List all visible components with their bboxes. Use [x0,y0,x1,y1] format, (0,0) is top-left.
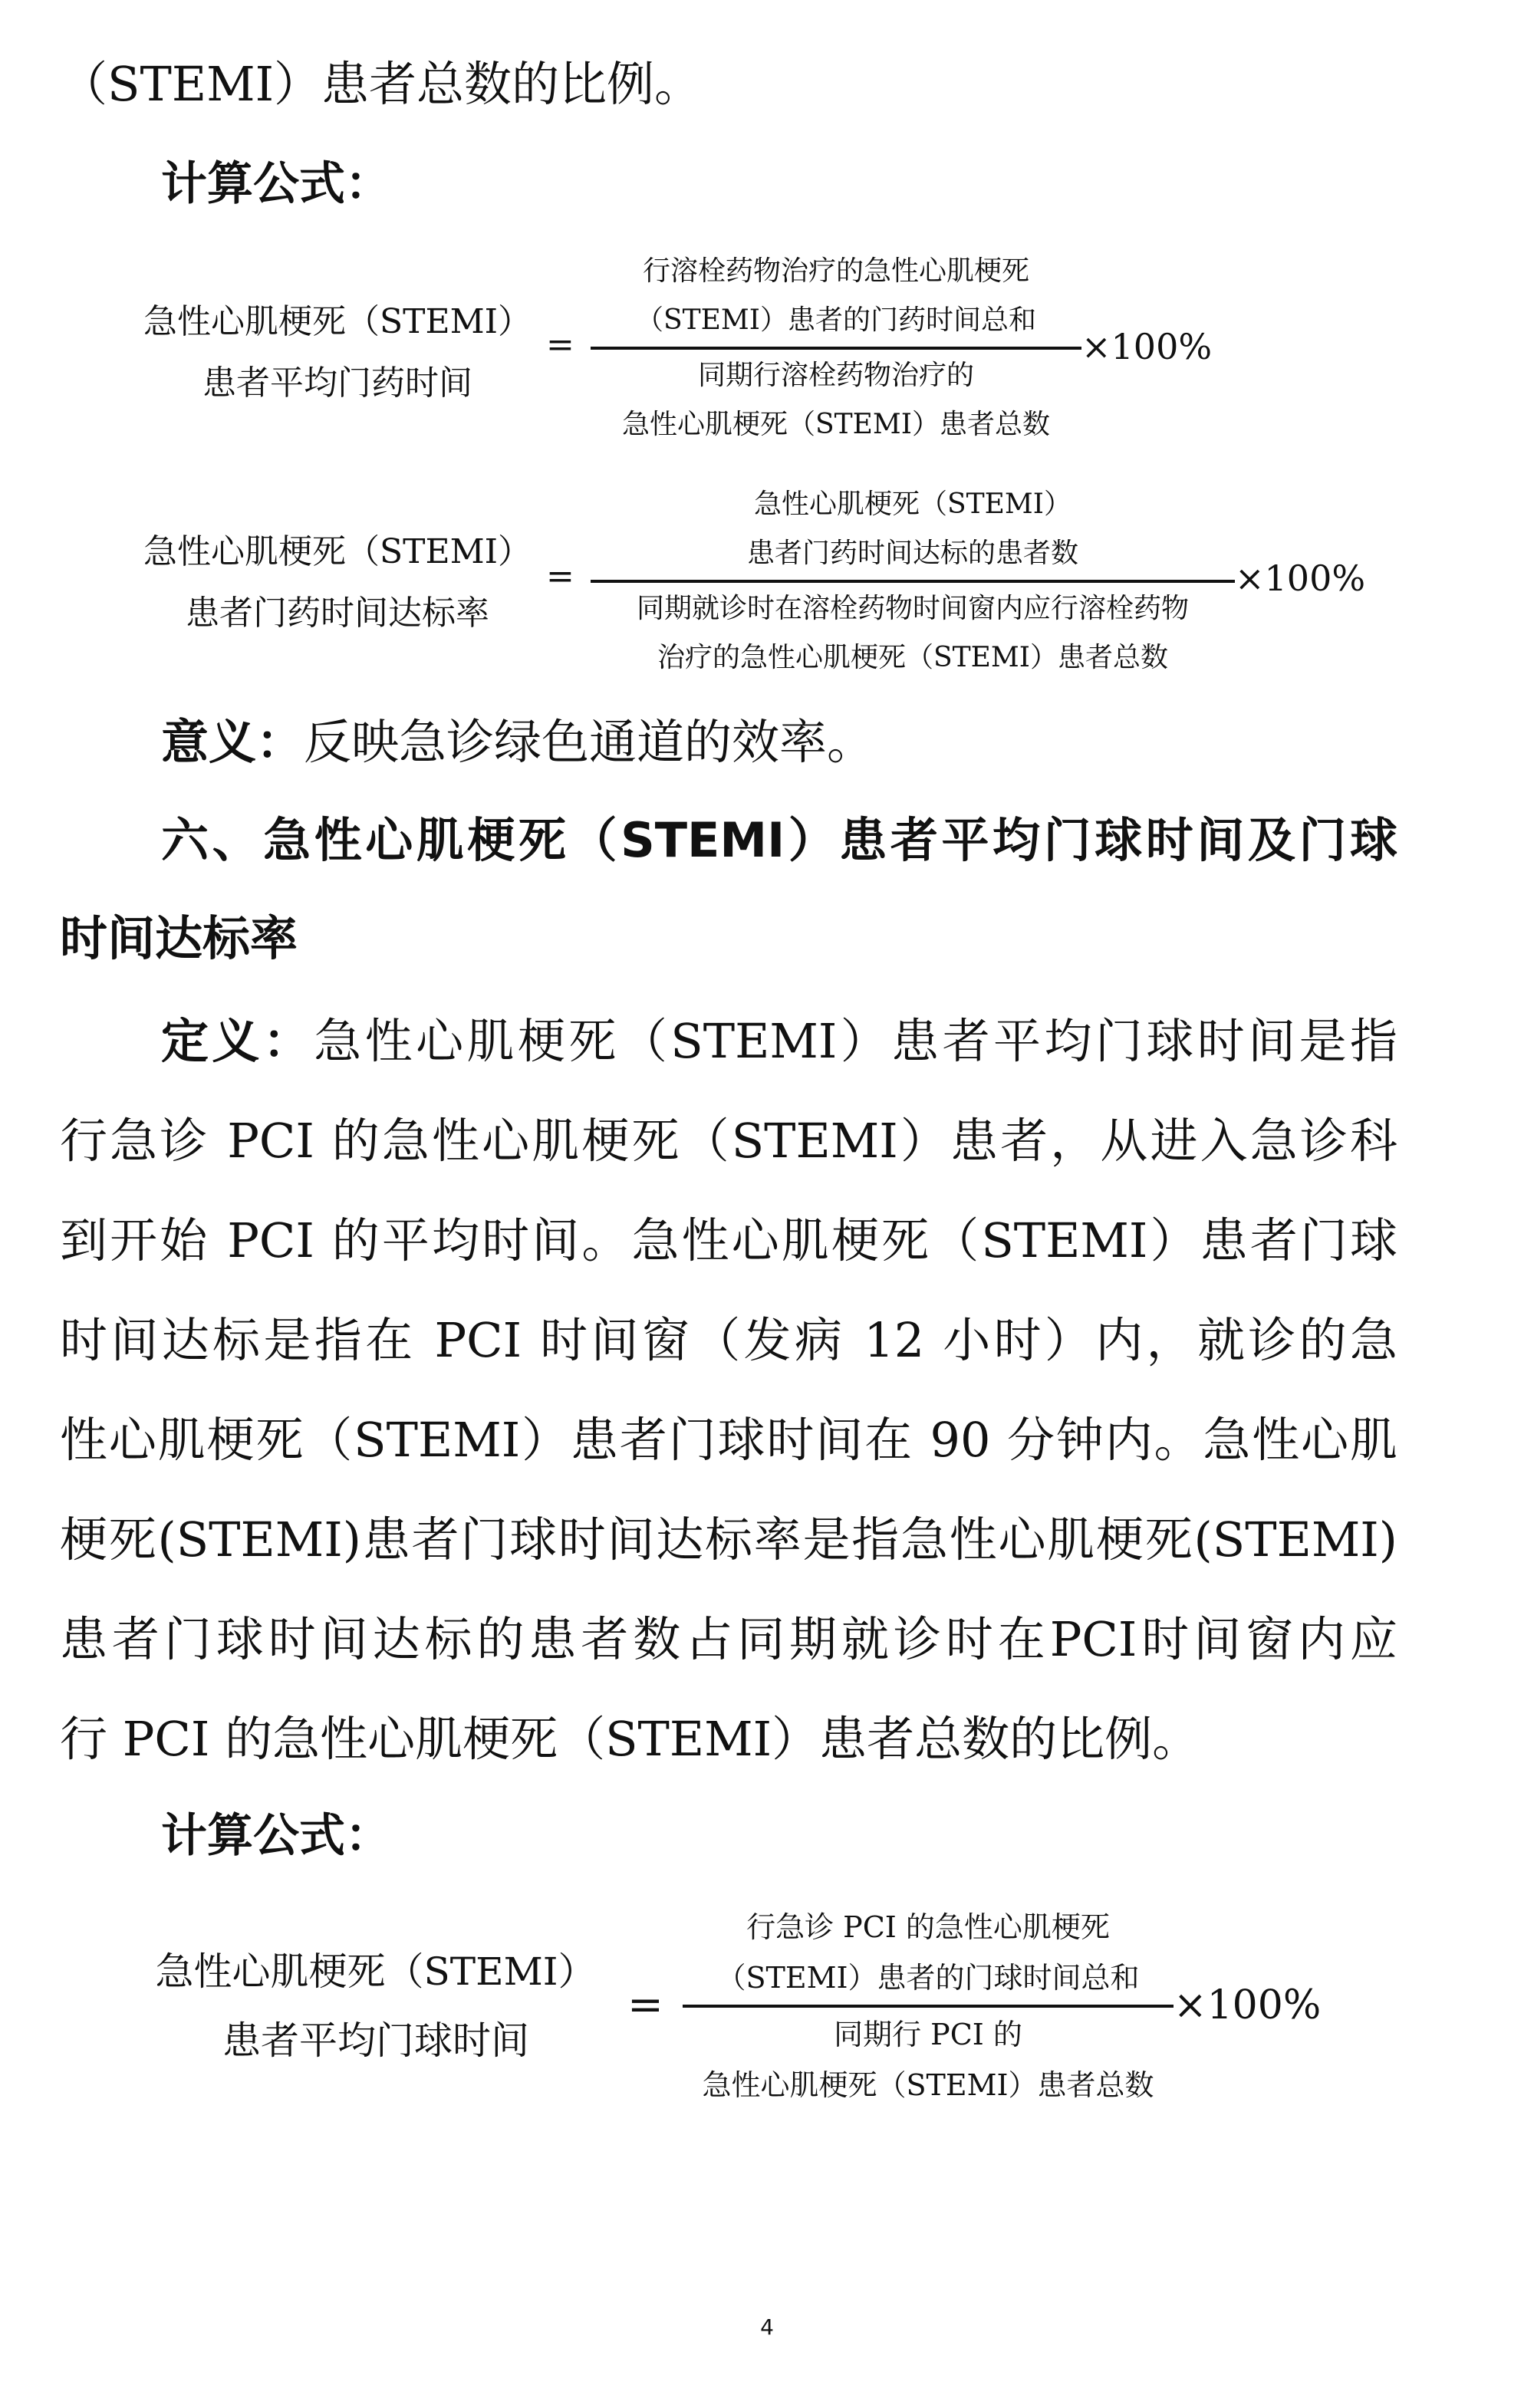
numerator-line: 行急诊 PCI 的急性心肌梗死 [746,1910,1110,1944]
definition-line: 行急诊 PCI 的急性心肌梗死（STEMI）患者，从进入急诊科 [60,1113,1397,1169]
denominator-line: 治疗的急性心肌梗死（STEMI）患者总数 [657,642,1169,673]
numerator-line: （STEMI）患者的门药时间总和 [635,304,1037,336]
definition-label: 定义： [161,1013,314,1069]
definition-line: 梗死(STEMI)患者门球时间达标率是指急性心肌梗死(STEMI) [60,1512,1397,1568]
definition-line: 时间达标是指在 PCI 时间窗（发病 12 小时）内，就诊的急 [60,1312,1397,1368]
meaning-paragraph [161,712,1397,773]
denominator-line: 同期行溶栓药物治疗的 [697,360,974,391]
denominator-line: 同期就诊时在溶栓药物时间窗内应行溶栓药物 [636,593,1189,624]
definition-line: 到开始 PCI 的平均时间。急性心肌梗死（STEMI）患者门球 [60,1212,1397,1268]
numerator-line: 患者门药时间达标的患者数 [746,538,1078,569]
meaning-text: 反映急诊绿色通道的效率。 [304,714,875,770]
definition-first-line [161,1011,1397,1072]
formula-left-side [138,1937,614,2075]
formula-left-line: 急性心肌梗死（STEMI） [155,1949,597,1994]
definition-text: 急性心肌梗死（STEMI）患者平均门球时间是指 [314,1013,1397,1069]
percent-multiplier: ×100% [1174,1982,1322,2028]
numerator-line: 急性心肌梗死（STEMI） [753,489,1072,520]
percent-multiplier: ×100% [1081,326,1213,367]
fraction-bar [683,2005,1174,2008]
formula-fraction [683,1902,1174,2110]
definition-line: 患者门球时间达标的患者数占同期就诊时在PCI时间窗内应 [60,1611,1397,1667]
formula-left-line: 患者平均门药时间 [202,364,472,403]
meaning-label: 意义： [161,714,304,770]
definition-line: 行 PCI 的急性心肌梗死（STEMI）患者总数的比例。 [60,1711,1200,1767]
section-title: 六、急性心肌梗死（STEMI）患者平均门球时间及门球 [161,812,1397,868]
page-number: 4 [760,2314,774,2340]
formula-left-line: 急性心肌梗死（STEMI） [143,532,532,571]
fraction-bar [591,580,1235,583]
denominator-line: 急性心肌梗死（STEMI）患者总数 [702,2068,1154,2102]
denominator-line: 同期行 PCI 的 [834,2018,1022,2051]
fraction-bar [591,347,1081,350]
formula-fraction [591,480,1235,683]
equals-sign: = [627,1980,663,2030]
denominator-line: 急性心肌梗死（STEMI）患者总数 [621,409,1051,440]
formula-heading: 计算公式： [161,1809,391,1863]
formula-left-line: 患者门药时间达标率 [186,594,489,633]
numerator-line: （STEMI）患者的门球时间总和 [716,1961,1140,1995]
continuation-text: （STEMI）患者总数的比例。 [60,56,703,112]
formula-left-line: 急性心肌梗死（STEMI） [143,302,532,341]
formula-left-line: 患者平均门球时间 [222,2018,529,2063]
formula-left-side [130,521,545,644]
formula-fraction [591,247,1081,449]
formula-heading: 计算公式： [161,157,391,211]
formula-left-side [130,291,545,414]
definition-line: 性心肌梗死（STEMI）患者门球时间在 90 分钟内。急性心肌 [60,1412,1397,1468]
section-title-continued: 时间达标率 [60,910,298,966]
equals-sign: = [546,557,574,596]
percent-multiplier: ×100% [1235,558,1366,599]
equals-sign: = [546,325,574,364]
numerator-line: 行溶栓药物治疗的急性心肌梗死 [642,255,1029,287]
